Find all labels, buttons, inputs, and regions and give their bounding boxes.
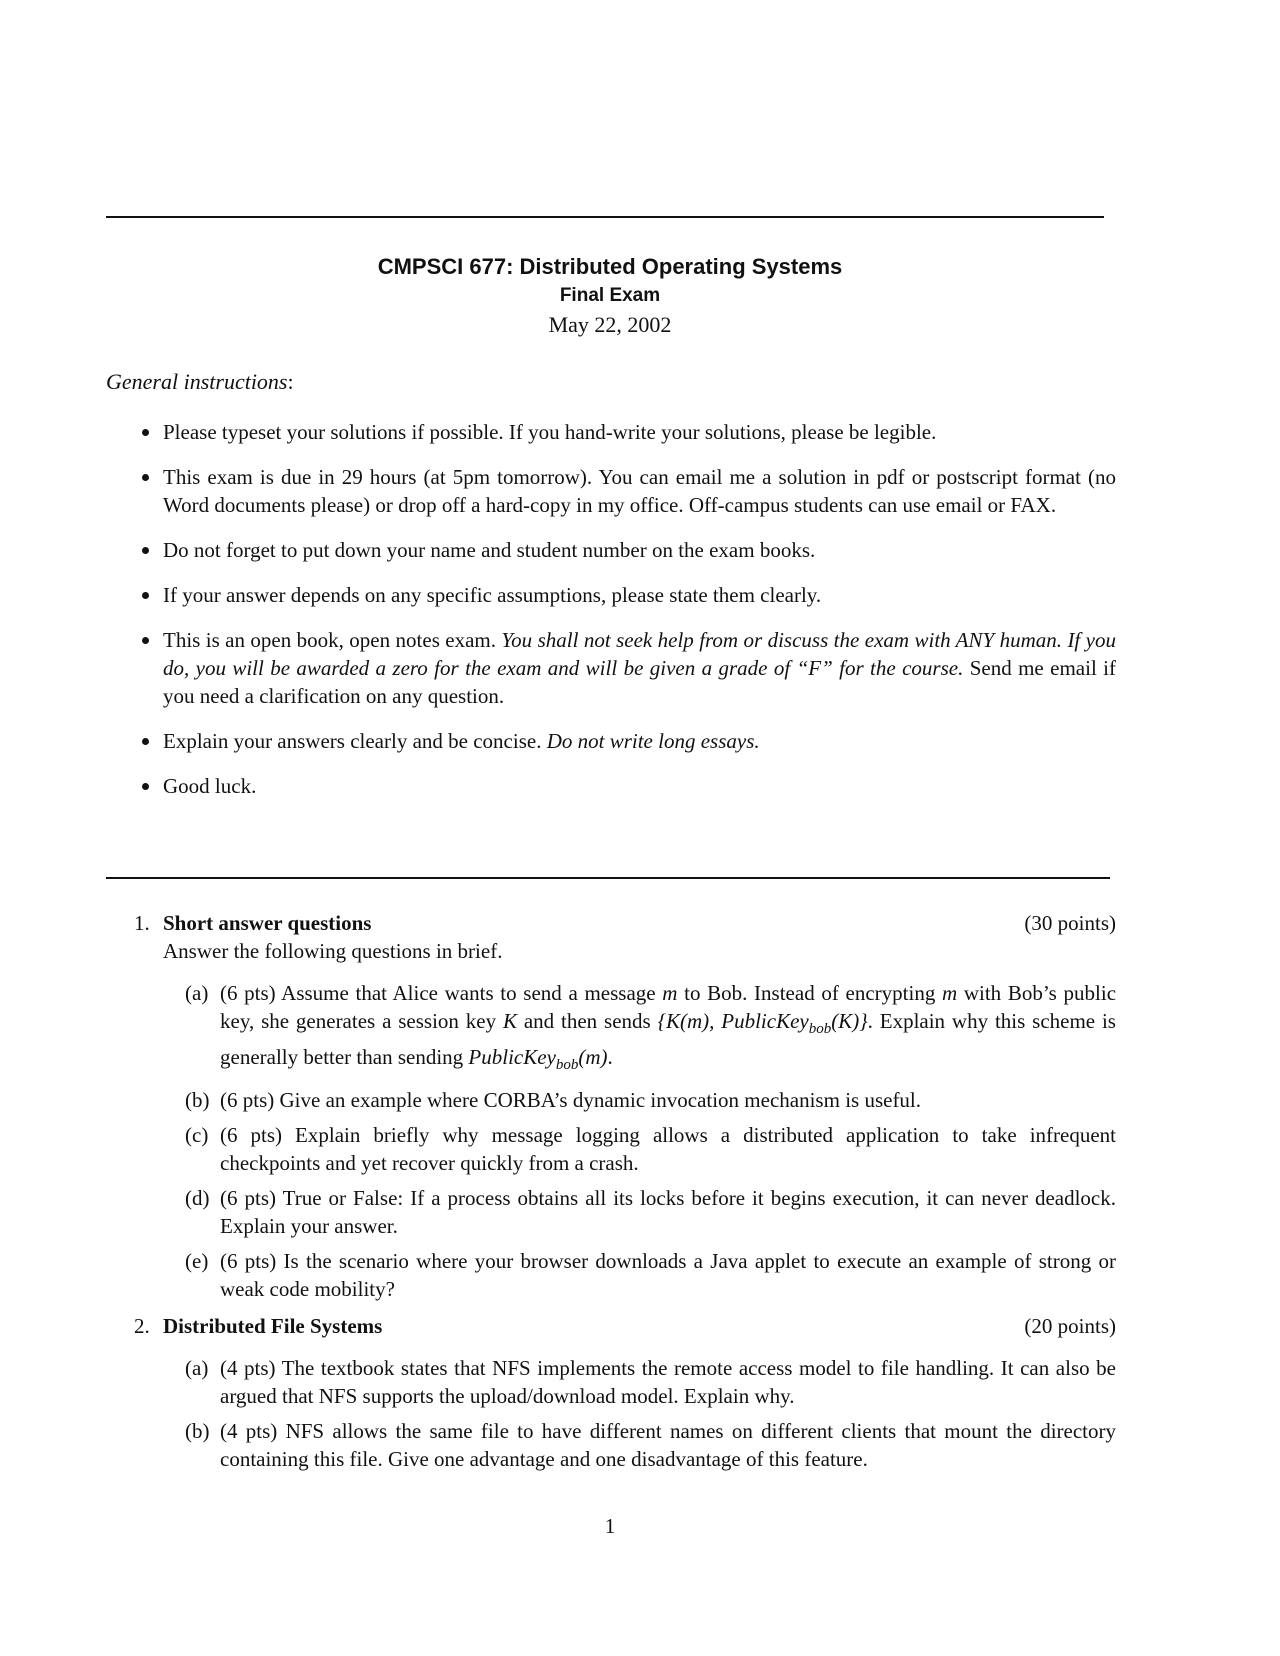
- instruction-item: [106, 626, 1116, 710]
- bullet-icon: [142, 547, 149, 554]
- instruction-item: [106, 772, 1116, 800]
- instruction-text: Do not forget to put down your name and student number on the exam books.: [163, 538, 816, 562]
- section-rule: [106, 877, 1110, 879]
- question-part: [163, 1354, 1116, 1410]
- question-part: [163, 1417, 1116, 1473]
- math-m: m: [942, 981, 958, 1005]
- question-title: Distributed File Systems: [163, 1314, 383, 1339]
- exam-name: Final Exam: [559, 285, 661, 306]
- instruction-item: [106, 727, 1116, 755]
- instruction-item: [106, 463, 1116, 519]
- question-title: Short answer questions: [163, 911, 372, 935]
- question-number: 1.: [134, 911, 150, 935]
- formula-part: PublicKey: [468, 1045, 556, 1070]
- part-text: (4 pts) The textbook states that NFS implements the remote access model to file handling. It can also be argued that NFS supports the upload/download model. Explain why.: [220, 1356, 1116, 1409]
- instruction-text: This exam is due in 29 hours (at 5pm tomorrow). You can email me a solution in pdf or postscript format (no Word documents please) or drop off a hard-copy in my office. Off-campus students can use email or FAX.: [163, 465, 1116, 517]
- instruction-item: [106, 418, 1116, 446]
- part-text-segment: with Bob’s public key, she generates a session key: [220, 981, 1117, 1033]
- bullet-icon: [142, 637, 149, 644]
- instructions-heading: [106, 368, 294, 396]
- math-formula: [657, 1009, 868, 1038]
- instructions-heading-colon: :: [287, 369, 294, 394]
- instruction-text: This is an open book, open notes exam.: [163, 628, 502, 652]
- question-number: 2.: [134, 1314, 150, 1339]
- question-part: [163, 1086, 1116, 1114]
- formula-part: (m): [578, 1045, 608, 1070]
- part-label: (d): [185, 1186, 210, 1211]
- part-text-segment: . Explain why this scheme is generally better than sending: [220, 1009, 1116, 1070]
- question-part: [163, 979, 1116, 1079]
- part-label: (a): [185, 1356, 209, 1381]
- question-intro: Answer the following questions in brief.: [163, 939, 503, 963]
- instruction-text: Please typeset your solutions if possible. If you hand-write your solutions, please be legible.: [163, 420, 937, 444]
- bullet-icon: [142, 429, 149, 436]
- part-label: (a): [185, 981, 209, 1005]
- part-label: (b): [185, 1419, 210, 1444]
- questions: [106, 909, 1116, 1480]
- instruction-text: Good luck.: [163, 774, 257, 798]
- part-text-segment: .: [607, 1045, 613, 1070]
- instructions-heading-text: General instructions: [106, 369, 288, 394]
- part-label: (e): [185, 1249, 209, 1274]
- question-part: [163, 1247, 1116, 1303]
- part-text: (6 pts) True or False: If a process obtains all its locks before it begins execution, it can never deadlock. Explain your answer.: [220, 1186, 1116, 1239]
- question-part: [163, 1121, 1116, 1177]
- instructions-list: [106, 418, 1116, 817]
- question-1: [106, 909, 1116, 1303]
- question-points: (20 points): [1024, 1314, 1116, 1339]
- page-number: 1: [604, 1514, 616, 1538]
- part-text: (6 pts) Give an example where CORBA’s dynamic invocation mechanism is useful.: [220, 1088, 922, 1113]
- question-part: [163, 1184, 1116, 1240]
- top-rule: [106, 216, 1104, 218]
- title-block: [0, 252, 1220, 340]
- instruction-warning: You shall not seek help from or discuss the exam with ANY human. If you do, you will be awarded a zero for the exam and will be given a grade of “F” for the course.: [163, 628, 1117, 680]
- formula-part: (K)}: [831, 1009, 868, 1033]
- instruction-item: [106, 581, 1116, 609]
- part-label: (c): [185, 1123, 209, 1148]
- formula-part: {K(m), PublicKey: [657, 1009, 809, 1033]
- part-text: (4 pts) NFS allows the same file to have different names on different clients that mount the directory containing this file. Give one advantage and one disadvantage of this feature.: [220, 1419, 1116, 1472]
- math-m: m: [662, 981, 678, 1005]
- question-parts: [163, 1354, 1116, 1473]
- instruction-emphasis: Do not write long essays.: [546, 729, 760, 753]
- formula-subscript: bob: [555, 1057, 579, 1074]
- bullet-icon: [142, 783, 149, 790]
- instruction-text: If your answer depends on any specific assumptions, please state them clearly.: [163, 583, 822, 607]
- math-formula: [468, 1045, 608, 1074]
- question-header: [163, 909, 1116, 937]
- instruction-text: Send me email if you need a clarification on any question.: [163, 656, 1116, 708]
- part-label: (b): [185, 1088, 210, 1113]
- question-points: (30 points): [1024, 911, 1116, 935]
- bullet-icon: [142, 738, 149, 745]
- part-text: (6 pts) Is the scenario where your browser downloads a Java applet to execute an example of strong or weak code mobility?: [220, 1249, 1116, 1302]
- math-k: K: [502, 1009, 517, 1033]
- instruction-text: Explain your answers clearly and be concise.: [163, 729, 547, 753]
- question-header: [163, 1312, 1116, 1340]
- bullet-icon: [142, 474, 149, 481]
- question-parts: [163, 979, 1116, 1303]
- part-text: [220, 981, 1117, 1074]
- course-title: CMPSCI 677: Distributed Operating Systems: [377, 254, 843, 279]
- exam-date: May 22, 2002: [548, 312, 672, 337]
- part-text-segment: (6 pts) Assume that Alice wants to send a message: [220, 981, 663, 1005]
- bullet-icon: [142, 592, 149, 599]
- instruction-item: [106, 536, 1116, 564]
- question-2: [106, 1312, 1116, 1473]
- part-text-segment: and then sends: [516, 1009, 658, 1033]
- part-text-segment: to Bob. Instead of encrypting: [677, 981, 942, 1005]
- formula-subscript: bob: [808, 1021, 832, 1038]
- part-text: (6 pts) Explain briefly why message logging allows a distributed application to take infrequent checkpoints and yet recover quickly from a crash.: [220, 1123, 1116, 1176]
